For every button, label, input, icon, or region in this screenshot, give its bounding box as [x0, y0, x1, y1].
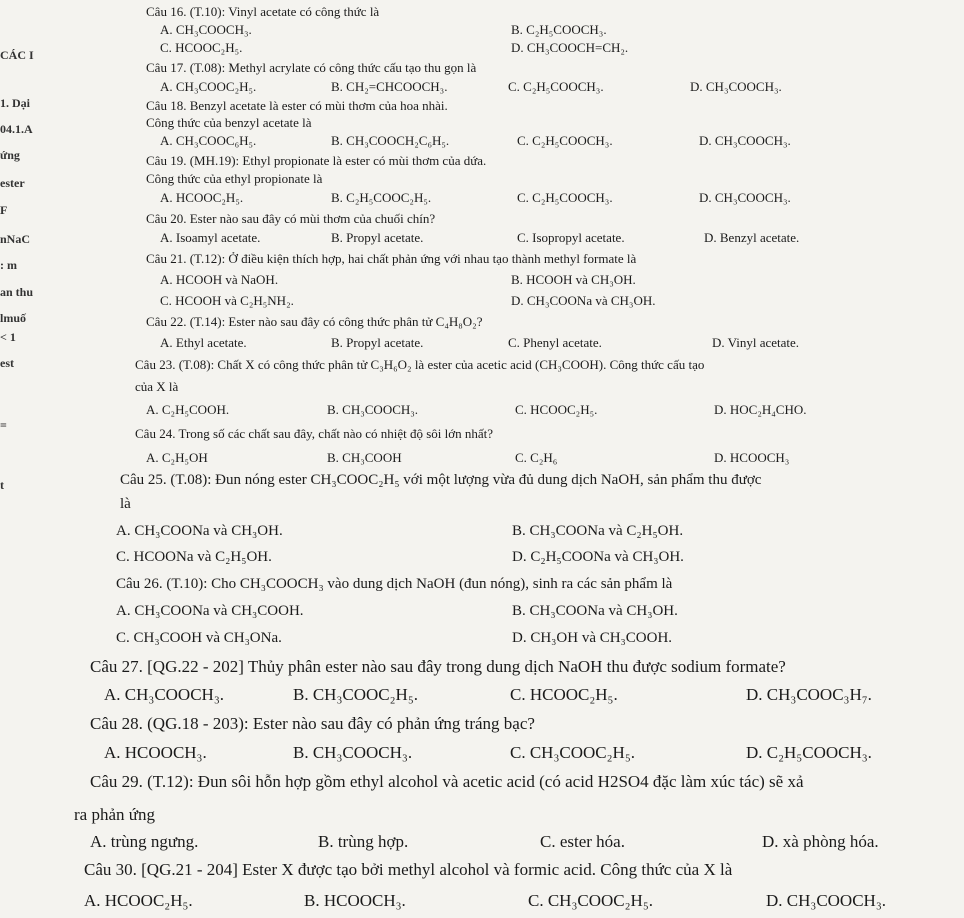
margin-fragment-2: 1. Dại	[0, 96, 30, 110]
q23-option-c: C. HCOOC₂H₅.	[515, 402, 598, 417]
q25-option-c: C. HCOONa và C₂H₅OH.	[116, 549, 272, 565]
q24-title: Câu 24. Trong số các chất sau đây, chất nào có nhiệt độ sôi lớn nhất?	[135, 426, 494, 441]
q19-title: Câu 19. (MH.19): Ethyl propionate là ester có mùi thơm của dứa.	[146, 153, 487, 168]
q20-title: Câu 20. Ester nào sau đây có mùi thơm của chuối chín?	[146, 211, 436, 226]
q18-option-d: D. CH₃COOCH₃.	[699, 133, 791, 148]
q19-subtitle: Công thức của ethyl propionate là	[146, 171, 323, 186]
q23-title: Câu 23. (T.08): Chất X có công thức phân tử C₃H₆O₂ là ester của acetic acid (CH₃COOH). Công thức cấu tạo	[135, 357, 705, 372]
q27-option-a: A. CH₃COOCH₃.	[104, 685, 225, 704]
q17-option-c: C. C₂H₅COOCH₃.	[508, 79, 604, 94]
q30-title: Câu 30. [QG.21 - 204] Ester X được tạo bởi methyl alcohol và formic acid. Công thức của X là	[84, 860, 733, 879]
q29-option-a: A. trùng ngưng.	[90, 832, 199, 851]
margin-fragment-13: =	[0, 418, 7, 432]
q16-option-d: D. CH₃COOCH=CH₂.	[511, 40, 629, 55]
q27-option-d: D. CH₃COOC₃H₇.	[746, 685, 872, 704]
q20-option-d: D. Benzyl acetate.	[704, 230, 800, 245]
q30-option-d: D. CH₃COOCH₃.	[766, 891, 887, 910]
q30-option-a: A. HCOOC₂H₅.	[84, 891, 193, 910]
q26-option-b: B. CH₃COONa và CH₃OH.	[512, 603, 678, 619]
q26-option-a: A. CH₃COONa và CH₃COOH.	[116, 603, 304, 619]
margin-fragment-8: : m	[0, 258, 17, 272]
q29-option-c: C. ester hóa.	[540, 832, 625, 851]
margin-fragment-5: ester	[0, 176, 25, 190]
q29-title-continued: ra phản ứng	[74, 805, 155, 824]
q16-option-c: C. HCOOC₂H₅.	[160, 40, 243, 55]
margin-fragment-11: < 1	[0, 330, 16, 344]
q19-option-c: C. C₂H₅COOCH₃.	[517, 190, 613, 205]
q21-option-c: C. HCOOH và C₂H₅NH₂.	[160, 293, 294, 308]
q27-option-c: C. HCOOC₂H₅.	[510, 685, 618, 704]
q17-option-d: D. CH₃COOCH₃.	[690, 79, 782, 94]
margin-fragment-7: nNaC	[0, 232, 31, 246]
q29-option-d: D. xà phòng hóa.	[762, 832, 879, 851]
q25-option-a: A. CH₃COONa và CH₃OH.	[116, 523, 283, 539]
q23-option-d: D. HOC₂H₄CHO.	[714, 402, 807, 417]
q25-title: Câu 25. (T.08): Đun nóng ester CH₃COOC₂H₅ với một lượng vừa đủ dung dịch NaOH, sản phẩm thu được	[120, 472, 762, 488]
q23-option-a: A. C₂H₅COOH.	[146, 402, 230, 417]
q21-option-b: B. HCOOH và CH₃OH.	[511, 272, 636, 287]
q26-title: Câu 26. (T.10): Cho CH₃COOCH₃ vào dung dịch NaOH (đun nóng), sinh ra các sản phẩm là	[116, 576, 673, 592]
q30-option-b: B. HCOOCH₃.	[304, 891, 406, 910]
q21-option-d: D. CH₃COONa và CH₃OH.	[511, 293, 656, 308]
q22-title: Câu 22. (T.14): Ester nào sau đây có công thức phân tử C₄H₈O₂?	[146, 314, 483, 329]
q21-option-a: A. HCOOH và NaOH.	[160, 272, 279, 287]
q26-option-c: C. CH₃COOH và CH₃ONa.	[116, 630, 282, 646]
q22-option-d: D. Vinyl acetate.	[712, 335, 800, 350]
q17-title: Câu 17. (T.08): Methyl acrylate có công thức cấu tạo thu gọn là	[146, 60, 477, 75]
q21-title: Câu 21. (T.12): Ở điều kiện thích hợp, hai chất phản ứng với nhau tạo thành methyl formate là	[146, 251, 637, 266]
q18-subtitle: Công thức của benzyl acetate là	[146, 115, 312, 130]
q27-title: Câu 27. [QG.22 - 202] Thủy phân ester nào sau đây trong dung dịch NaOH thu được sodium formate?	[90, 657, 786, 676]
q22-option-b: B. Propyl acetate.	[331, 335, 424, 350]
q28-option-d: D. C₂H₅COOCH₃.	[746, 743, 872, 762]
q16-title: Câu 16. (T.10): Vinyl acetate có công thức là	[146, 4, 380, 19]
q17-option-a: A. CH₃COOC₂H₅.	[160, 79, 257, 94]
q28-option-c: C. CH₃COOC₂H₅.	[510, 743, 635, 762]
q23-title-continued: của X là	[135, 379, 179, 394]
q28-option-a: A. HCOOCH₃.	[104, 743, 207, 762]
q18-option-c: C. C₂H₅COOCH₃.	[517, 133, 613, 148]
q25-title-continued: là	[120, 496, 131, 512]
margin-fragment-12: est	[0, 356, 14, 370]
q27-option-b: B. CH₃COOC₂H₅.	[293, 685, 418, 704]
q28-option-b: B. CH₃COOCH₃.	[293, 743, 413, 762]
q24-option-c: C. C₂H₆	[515, 450, 558, 465]
q20-option-c: C. Isopropyl acetate.	[517, 230, 625, 245]
margin-fragment-10: lmuố	[0, 311, 27, 325]
q29-option-b: B. trùng hợp.	[318, 832, 409, 851]
margin-fragment-6: F	[0, 203, 8, 217]
q17-option-b: B. CH₂=CHCOOCH₃.	[331, 79, 448, 94]
q25-option-b: B. CH₃COONa và C₂H₅OH.	[512, 523, 684, 539]
q22-option-a: A. Ethyl acetate.	[160, 335, 247, 350]
q22-option-c: C. Phenyl acetate.	[508, 335, 602, 350]
q20-option-b: B. Propyl acetate.	[331, 230, 424, 245]
q23-option-b: B. CH₃COOCH₃.	[327, 402, 419, 417]
q30-option-c: C. CH₃COOC₂H₅.	[528, 891, 653, 910]
q19-option-a: A. HCOOC₂H₅.	[160, 190, 244, 205]
q19-option-d: D. CH₃COOCH₃.	[699, 190, 791, 205]
q16-option-b: B. C₂H₅COOCH₃.	[511, 22, 607, 37]
margin-fragment-3: 04.1.A	[0, 122, 33, 136]
q18-title: Câu 18. Benzyl acetate là ester có mùi thơm của hoa nhài.	[146, 98, 448, 113]
q20-option-a: A. Isoamyl acetate.	[160, 230, 261, 245]
q18-option-a: A. CH₃COOC₆H₅.	[160, 133, 257, 148]
q29-title: Câu 29. (T.12): Đun sôi hỗn hợp gồm ethyl alcohol và acetic acid (có acid H2SO4 đặc làm xúc tác) sẽ xả	[90, 772, 804, 791]
margin-fragment-14: t	[0, 478, 4, 492]
q16-option-a: A. CH₃COOCH₃.	[160, 22, 252, 37]
q18-option-b: B. CH₃COOCH₂C₆H₅.	[331, 133, 450, 148]
q24-option-a: A. C₂H₅OH	[146, 450, 208, 465]
q28-title: Câu 28. (QG.18 - 203): Ester nào sau đây có phản ứng tráng bạc?	[90, 714, 535, 733]
q24-option-b: B. CH₃COOH	[327, 450, 402, 465]
margin-fragment-1: CÁC I	[0, 48, 34, 62]
q26-option-d: D. CH₃OH và CH₃COOH.	[512, 630, 673, 646]
q25-option-d: D. C₂H₅COONa và CH₃OH.	[512, 549, 684, 565]
q19-option-b: B. C₂H₅COOC₂H₅.	[331, 190, 432, 205]
margin-fragment-4: ứng	[0, 148, 20, 162]
q24-option-d: D. HCOOCH₃	[714, 450, 790, 465]
margin-fragment-9: an thu	[0, 285, 34, 299]
